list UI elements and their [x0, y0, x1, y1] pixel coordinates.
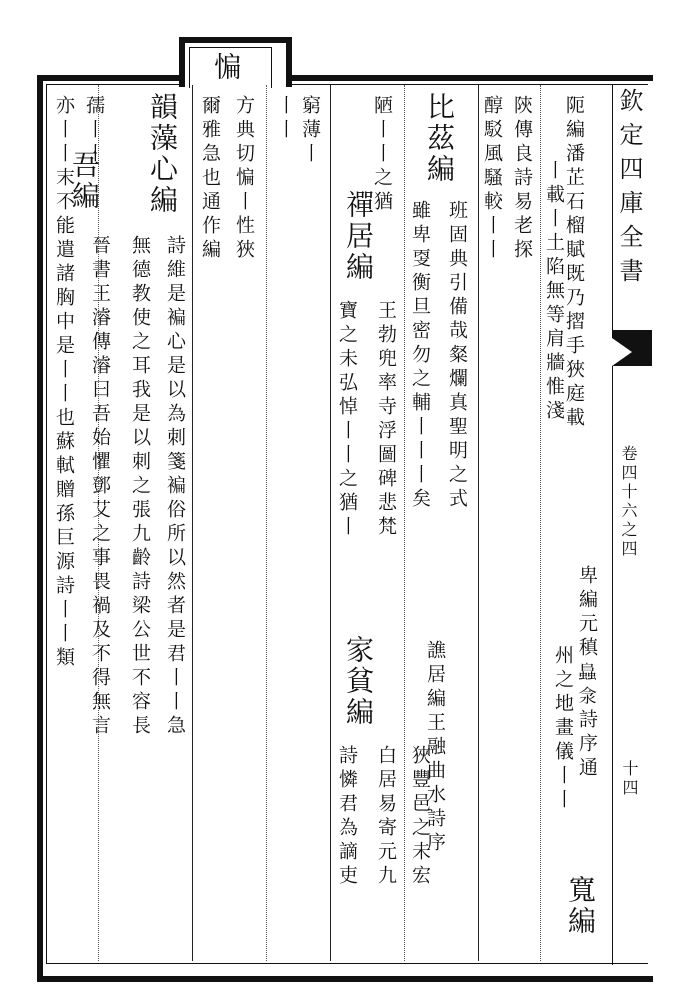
column-rule — [266, 85, 267, 961]
tab-heading: 惼 — [210, 52, 243, 80]
text-column: 州之地畫儀丨丨 — [552, 645, 574, 813]
text-column: 譙居編王融曲水詩序 — [424, 640, 446, 856]
text-column: 詩憐君為謫吏 — [336, 745, 358, 889]
column-rule — [330, 85, 331, 961]
text-column: 丨丨 — [274, 95, 296, 143]
text-column: 寬編 — [564, 875, 597, 937]
library-title: 欽定四庫全書 — [615, 88, 643, 292]
text-column: 班固典引備哉粲爛真聖明之式 — [446, 200, 468, 512]
column-rule — [540, 85, 541, 961]
text-column: 家貧編 — [342, 635, 375, 728]
text-column: 醇駁風騷較丨丨 — [481, 95, 503, 263]
folio-number: 十四 — [620, 760, 639, 798]
text-column: 禪居編 — [342, 190, 375, 283]
text-column: 亦丨丨末不能遣諸胸中是丨丨也蘇軾贈孫巨源詩丨丨類 — [53, 95, 75, 671]
text-column: 雖卑㪅衡旦密勿之輔丨丨丨矣 — [409, 200, 431, 512]
text-column: 韻藻心編 — [146, 92, 179, 216]
text-column: 阨編潘芷石榴賦既乃摺手狹庭載 — [563, 95, 585, 431]
text-column: 陝傳良詩易老探 — [511, 95, 533, 263]
text-column: 卑編元稹𧒂𣲎詩序通 — [576, 565, 598, 781]
text-column: 丨載丨土陷無等肩牆惟淺 — [543, 160, 565, 424]
text-column: 比茲編 — [423, 92, 456, 185]
text-column: 詩維是褊心是以為刺箋褊俗所以然者是君丨丨急 — [164, 235, 186, 739]
column-rule — [478, 85, 479, 961]
text-column: 方典切惼丨性狹 — [233, 95, 255, 263]
column-rule — [192, 85, 193, 961]
margin-rule — [612, 85, 613, 965]
text-column: 吾編 — [68, 150, 101, 212]
column-rule — [404, 85, 405, 961]
text-column: 白居易寄元九 — [375, 745, 397, 889]
text-column: 窮薄丨 — [299, 95, 321, 167]
text-column: 晉書王濬傳濬曰吾始懼鄧艾之事畏禍及不得無言 — [89, 235, 111, 739]
text-column: 寶之未弘悼丨丨之猶丨 — [336, 300, 358, 540]
text-column: 無德教使之耳我是以刺之張九齡詩梁公世不容長 — [129, 235, 151, 739]
fishtail-notch — [612, 338, 632, 366]
text-column: 王勃兜率寺浮圖碑悲梵 — [375, 300, 397, 540]
text-column: 陋丨丨之猶 — [371, 95, 393, 215]
text-column: 孺丨丨 — [83, 95, 105, 167]
text-column: 狹豐邑之未宏 — [409, 745, 431, 889]
text-column: 爾雅急也通作編 — [199, 95, 221, 263]
volume-note: 卷四十六之四 — [619, 445, 638, 559]
